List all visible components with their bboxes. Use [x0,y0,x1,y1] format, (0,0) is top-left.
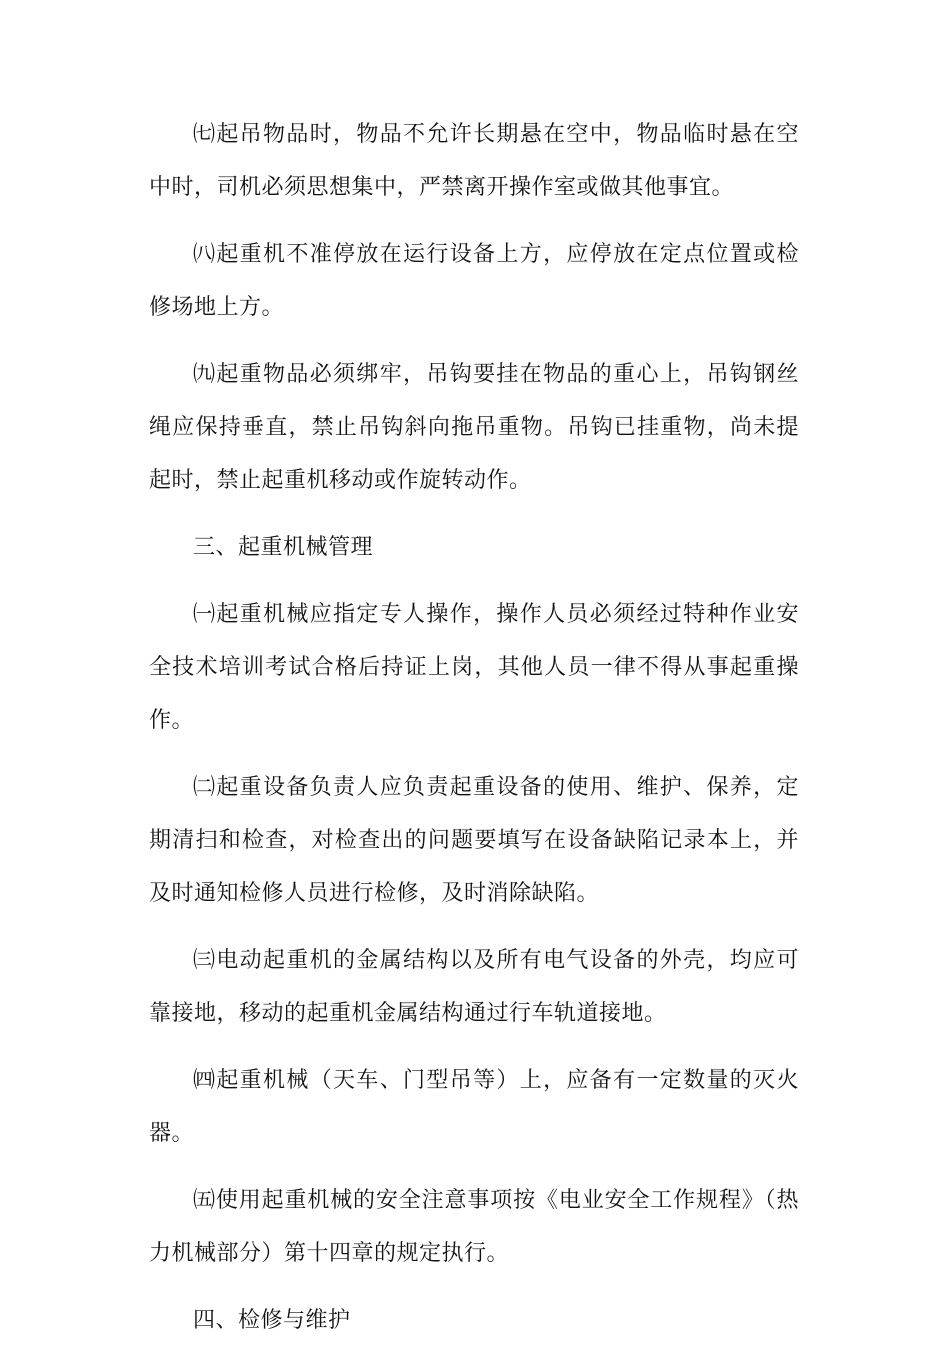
paragraph-item-9: ㈨起重物品必须绑牢，吊钩要挂在物品的重心上，吊钩钢丝绳应保持垂直，禁止吊钩斜向拖吊重物。吊钩已挂重物，尚未提起时，禁止起重机移动或作旋转动作。 [149,362,799,493]
section-heading-4: 四、检修与维护 [193,1308,351,1333]
paragraph-item-5: ㈤使用起重机械的安全注意事项按《电业安全工作规程》（热力机械部分）第十四章的规定执行。 [149,1188,799,1266]
paragraph-item-2: ㈡起重设备负责人应负责起重设备的使用、维护、保养，定期清扫和检查，对检查出的问题要填写在设备缺陷记录本上，并及时通知检修人员进行检修，及时消除缺陷。 [149,775,799,906]
paragraph-item-3: ㈢电动起重机的金属结构以及所有电气设备的外壳，均应可靠接地，移动的起重机金属结构通过行车轨道接地。 [149,948,799,1026]
paragraph-item-7: ㈦起吊物品时，物品不允许长期悬在空中，物品临时悬在空中时，司机必须思想集中，严禁离开操作室或做其他事宜。 [149,122,799,200]
document-body [149,108,799,1361]
paragraph-item-8: ㈧起重机不准停放在运行设备上方，应停放在定点位置或检修场地上方。 [149,242,799,320]
paragraph-item-4: ㈣起重机械（天车、门型吊等）上，应备有一定数量的灭火器。 [149,1068,799,1146]
paragraph-item-1: ㈠起重机械应指定专人操作，操作人员必须经过特种作业安全技术培训考试合格后持证上岗，其他人员一律不得从事起重操作。 [149,602,799,733]
section-heading-3: 三、起重机械管理 [193,535,374,560]
